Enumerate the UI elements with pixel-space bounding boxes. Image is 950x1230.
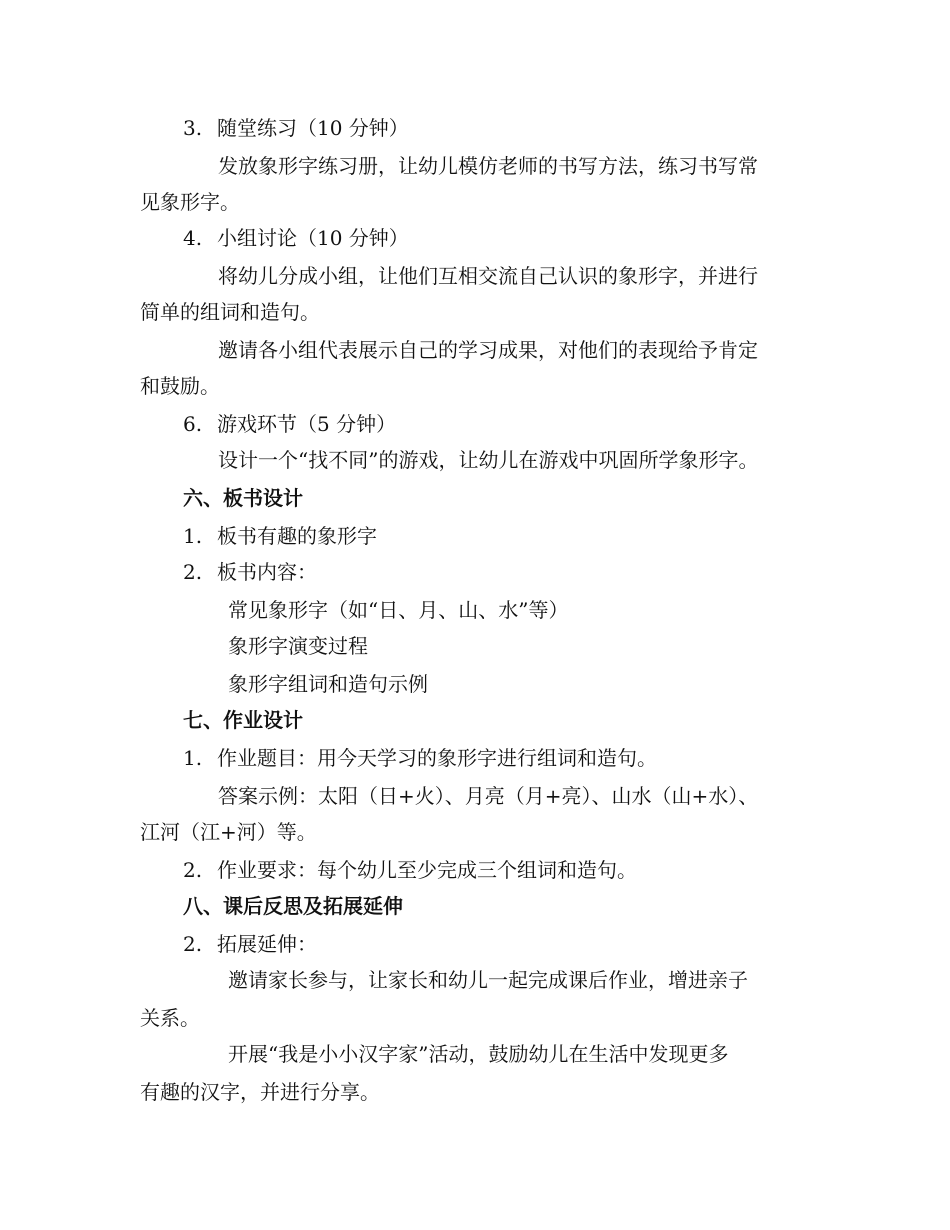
item-text: 板书内容：: [217, 560, 317, 584]
item-text: 作业题目：用今天学习的象形字进行组词和造句。: [217, 746, 657, 770]
paragraph-line: 江河（江+河）等。: [140, 820, 317, 844]
paragraph-line: 邀请家长参与，让家长和幼儿一起完成课后作业，增进亲子: [228, 968, 748, 992]
item-number: 3.: [183, 116, 203, 140]
item-title: 随堂练习（10 分钟）: [217, 116, 409, 140]
list-item-group: [183, 224, 409, 252]
paragraph-line: 设计一个“找不同”的游戏，让幼儿在游戏中巩固所学象形字。: [218, 448, 759, 472]
board-content-line: 象形字演变过程: [228, 634, 368, 658]
board-content-line: 象形字组词和造句示例: [228, 672, 428, 696]
item-title: 游戏环节（5 分钟）: [217, 412, 397, 436]
list-item-practice: [183, 114, 409, 142]
item-number: 4.: [183, 226, 203, 250]
list-item: [183, 744, 657, 772]
list-item: [183, 856, 637, 884]
paragraph-line: 有趣的汉字，并进行分享。: [140, 1080, 380, 1104]
list-item: [183, 558, 317, 586]
item-number: 2.: [183, 560, 203, 584]
list-item: [183, 522, 377, 550]
paragraph-line: 关系。: [140, 1006, 200, 1030]
item-number: 1.: [183, 746, 203, 770]
item-text: 作业要求：每个幼儿至少完成三个组词和造句。: [217, 858, 637, 882]
board-content-line: 常见象形字（如“日、月、山、水”等）: [228, 598, 569, 622]
paragraph-line: 答案示例：太阳（日+火）、月亮（月+亮）、山水（山+水）、: [218, 784, 759, 808]
paragraph-line: 邀请各小组代表展示自己的学习成果，对他们的表现给予肯定: [218, 338, 758, 362]
section-heading-homework: 七、作业设计: [183, 708, 303, 732]
item-number: 1.: [183, 524, 203, 548]
item-title: 小组讨论（10 分钟）: [217, 226, 409, 250]
paragraph-line: 见象形字。: [140, 190, 240, 214]
section-heading-board: 六、板书设计: [183, 486, 303, 510]
paragraph-line: 发放象形字练习册，让幼儿模仿老师的书写方法，练习书写常: [218, 154, 758, 178]
section-heading-reflection: 八、课后反思及拓展延伸: [183, 894, 403, 918]
list-item-game: [183, 410, 396, 438]
paragraph-line: 和鼓励。: [140, 374, 220, 398]
paragraph-line: 开展“我是小小汉字家”活动，鼓励幼儿在生活中发现更多: [228, 1042, 729, 1066]
item-number: 2.: [183, 932, 203, 956]
item-text: 板书有趣的象形字: [217, 524, 377, 548]
paragraph-line: 将幼儿分成小组，让他们互相交流自己认识的象形字，并进行: [218, 264, 758, 288]
item-number: 2.: [183, 858, 203, 882]
list-item: [183, 930, 317, 958]
paragraph-line: 简单的组词和造句。: [140, 300, 320, 324]
item-number: 6.: [183, 412, 203, 436]
item-text: 拓展延伸：: [217, 932, 317, 956]
